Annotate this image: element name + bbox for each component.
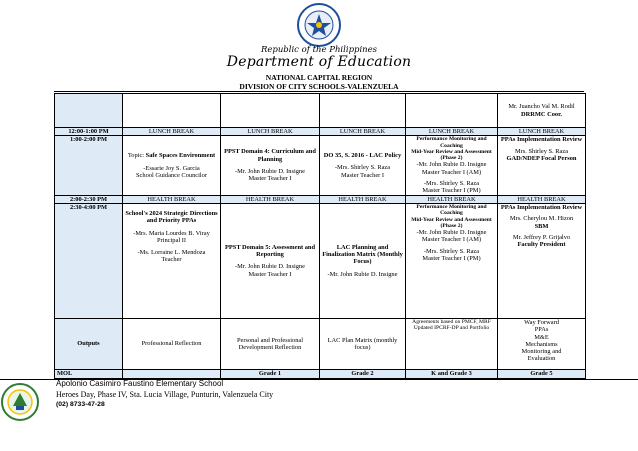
speaker-role: Master Teacher I	[340, 171, 385, 179]
break-cell: LUNCH BREAK	[221, 128, 320, 136]
deped-seal-icon	[296, 2, 342, 48]
table-cell	[123, 94, 221, 128]
lac-schedule-table	[54, 93, 586, 379]
row-label: MOL	[55, 369, 123, 378]
break-cell: LUNCH BREAK	[498, 128, 586, 136]
output-cell: Professional Reflection	[123, 318, 221, 369]
topic-title: PPAs Implementation Review	[500, 136, 583, 144]
break-cell: LUNCH BREAK	[123, 128, 221, 136]
speaker-name: -Ms. Lorraine L. Mendoza	[137, 249, 206, 257]
speaker-name: -Mrs. Maria Lourdes B. Viray	[133, 229, 210, 237]
output-cell: LAC Plan Matrix (monthly focus)	[320, 318, 406, 369]
table-cell	[498, 136, 586, 195]
table-cell	[498, 203, 586, 318]
table-cell	[55, 94, 123, 128]
speaker-role: Master Teacher I	[248, 175, 292, 183]
topic-title: Performance Monitoring and Coaching	[416, 136, 487, 149]
speaker-role: Faculty President	[517, 241, 566, 249]
output-line: PPAs	[534, 326, 549, 334]
topic-title: Performance Monitoring and Coaching	[416, 203, 487, 217]
speaker-name: -Mr. John Rubie D. Insigne	[416, 161, 487, 169]
grade-cell: Grade 1	[221, 369, 320, 378]
table-cell	[123, 203, 221, 318]
speaker-name: -Mrs. Shirley S. Raza	[423, 247, 480, 255]
school-address: Heroes Day, Phase IV, Sta. Lucia Village, Punturin, Valenzuela City	[56, 390, 274, 399]
output-cell: Agreements based on PMCF, MRF Updated IPCRF-DP and Portfolio	[406, 318, 498, 369]
school-logo-icon	[0, 382, 40, 422]
speaker-name: -Essarie Joy S. Garcia	[143, 164, 200, 172]
table-row	[55, 94, 586, 128]
session-row-2	[55, 203, 586, 318]
health-row	[55, 195, 586, 203]
topic-prefix: Topic:	[127, 151, 146, 159]
republic-line: Republic of the Philippines	[260, 45, 378, 55]
speaker-name: Mrs. Cherylou M. Hizon	[509, 215, 574, 223]
output-cell: Personal and Professional Development Reflection	[221, 318, 320, 369]
region-line: NATIONAL CAPITAL REGION	[265, 73, 373, 82]
time-cell: 1:00-2:00 PM	[55, 136, 123, 195]
topic-title: PPAs Implementation Review	[500, 203, 583, 211]
speaker-role: Master Teacher I	[248, 270, 292, 278]
output-line: Monitoring and	[521, 348, 562, 356]
speaker-name: -Mr. John Rubie D. Insigne	[327, 270, 398, 278]
grade-cell: Grade 5	[498, 369, 586, 378]
speaker-name: -Mr. John Rubie D. Insigne	[416, 229, 487, 237]
speaker-role: School Guidance Councilor	[136, 172, 207, 180]
break-cell: LUNCH BREAK	[406, 128, 498, 136]
speaker-role: Teacher	[161, 256, 182, 264]
school-name: Apolonio Casimiro Faustino Elementary School	[56, 379, 224, 388]
speaker-name: -Mr. John Rubie D. Insigne	[235, 263, 305, 271]
break-cell: HEALTH BREAK	[498, 195, 586, 203]
speaker-role: Master Teacher I (PM)	[422, 187, 481, 195]
topic-subtitle: Mid-Year Review and Assessment (Phase 2)	[411, 148, 492, 162]
school-phone: (02) 8733-47-28	[56, 401, 105, 408]
output-cell	[498, 318, 586, 369]
letterhead	[0, 0, 638, 92]
table-cell	[221, 136, 320, 195]
topic-title: PPST Domain 5: Assessment and Reporting	[224, 243, 316, 259]
topic-title: LAC Planning and Finalization Matrix (Monthly Focus)	[322, 243, 403, 266]
speaker-name: -Mr. John Rubie D. Insigne	[235, 167, 305, 175]
table-cell	[123, 136, 221, 195]
speaker-role: GAD/NDEP Focal Person	[506, 154, 577, 162]
table-cell	[320, 203, 406, 318]
session-row-1	[55, 136, 586, 195]
speaker-role: SBM	[534, 222, 549, 230]
time-cell: 12:00-1:00 PM	[55, 128, 123, 136]
speaker-role: Master Teacher I (AM)	[421, 236, 482, 244]
speaker-role: Principal II	[157, 236, 186, 244]
time-cell: 2:30-4:00 PM	[55, 203, 123, 318]
topic-subtitle: Mid-Year Review and Assessment (Phase 2)	[411, 216, 492, 229]
table-cell	[320, 136, 406, 195]
break-cell: LUNCH BREAK	[320, 128, 406, 136]
outputs-row	[55, 318, 586, 369]
speaker-role: Master Teacher I (PM)	[422, 255, 481, 263]
break-cell: HEALTH BREAK	[406, 195, 498, 203]
table-cell	[406, 136, 498, 195]
table-cell	[221, 94, 320, 128]
speaker-role: Master Teacher I (AM)	[421, 168, 482, 176]
topic-title: Safe Spaces Environment	[145, 151, 216, 159]
speaker-name: Mr. Juancho Val M. Rodil	[508, 103, 575, 111]
topic-title: School's 2024 Strategic Directions and Priority PPAs	[125, 209, 218, 225]
break-cell: HEALTH BREAK	[123, 195, 221, 203]
break-cell: HEALTH BREAK	[320, 195, 406, 203]
grade-cell: Grade 2	[320, 369, 406, 378]
table-cell	[498, 94, 586, 128]
speaker-role: DRRMC Coor.	[521, 110, 562, 118]
output-line: M&E	[534, 333, 549, 341]
row-label: Outputs	[55, 318, 123, 369]
mol-row	[55, 369, 586, 378]
topic-title: DO 35, S. 2016 - LAC Policy	[323, 152, 402, 160]
header-rule	[54, 91, 584, 92]
time-cell: 2:00-2:30 PM	[55, 195, 123, 203]
table-cell	[406, 203, 498, 318]
department-title: Department of Education	[226, 54, 412, 70]
table-cell	[221, 203, 320, 318]
speaker-name: Mr. Jeffrey P. Grijalvo	[512, 233, 571, 241]
break-cell: HEALTH BREAK	[221, 195, 320, 203]
table-cell	[406, 94, 498, 128]
table-cell	[320, 94, 406, 128]
lunch-row	[55, 128, 586, 136]
output-line: Evaluation	[527, 355, 556, 363]
speaker-name: -Mrs. Shirley S. Raza	[334, 164, 391, 172]
speaker-name: Mrs. Shirley S. Raza	[514, 147, 569, 155]
speaker-name: -Mrs. Shirley S. Raza	[423, 180, 480, 188]
grade-cell: K and Grade 3	[406, 369, 498, 378]
topic-title: PPST Domain 4: Curriculum and Planning	[224, 148, 316, 163]
division-line: DIVISION OF CITY SCHOOLS-VALENZUELA	[239, 82, 399, 91]
topic-line	[125, 152, 218, 159]
table-cell	[123, 369, 221, 378]
output-line: Mechanisms	[525, 340, 558, 348]
output-line: Way Forward	[524, 318, 559, 326]
